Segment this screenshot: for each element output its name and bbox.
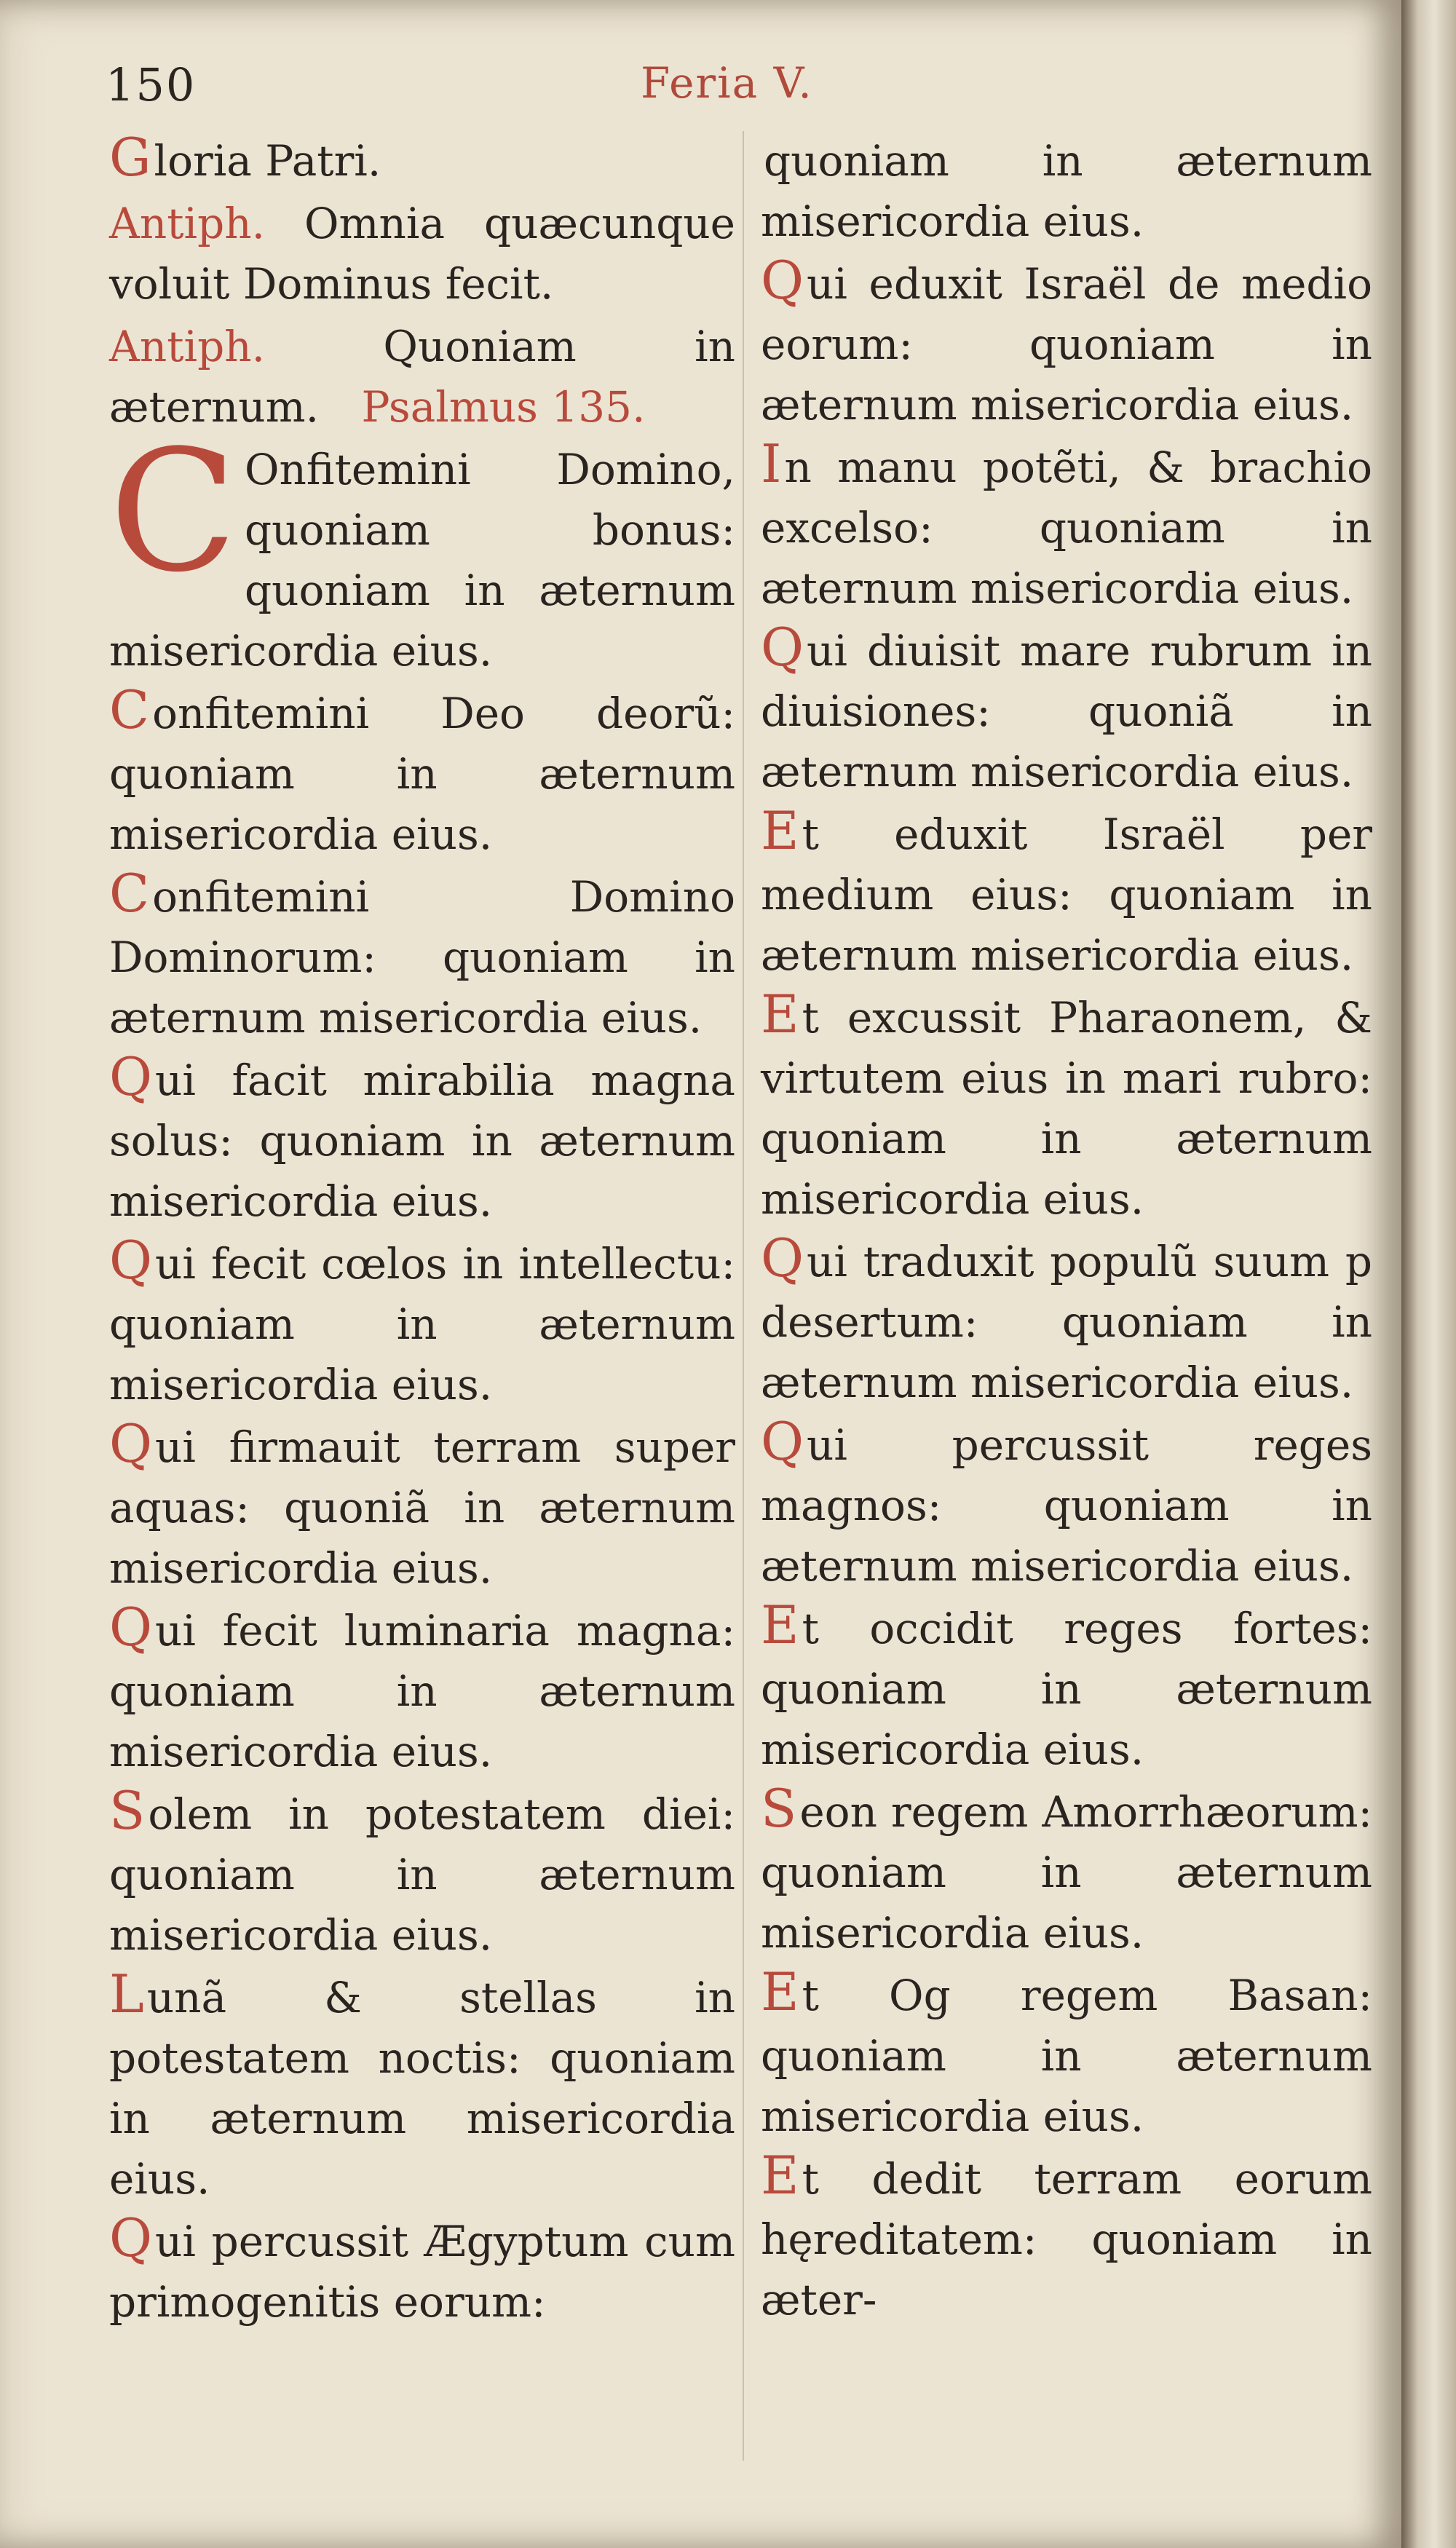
verse-text: quoniam in æternum misericordia eius. <box>761 136 1372 246</box>
verse-initial: Q <box>761 250 804 311</box>
verse-initial: Q <box>761 1227 804 1289</box>
verse <box>761 984 1372 1230</box>
antiphon-text: Quoniam in æternum. <box>109 322 735 432</box>
verse-initial: Q <box>109 1046 153 1107</box>
verse-initial: E <box>761 984 799 1045</box>
verse <box>761 1594 1372 1780</box>
verse <box>761 1227 1372 1413</box>
verse-text: ui firmauit terram super aquas: quoniã in æternum misericordia eius. <box>109 1423 735 1593</box>
verse <box>109 1963 735 2209</box>
verse-initial: S <box>109 1780 146 1841</box>
verse <box>761 1778 1372 1963</box>
verse-initial: Q <box>109 1230 153 1291</box>
right-verse-list <box>761 131 1372 2330</box>
verse-text: eon regem Amorrhæorum: quoniam in æternum misericordia eius. <box>761 1787 1372 1958</box>
antiphon-1 <box>109 194 735 314</box>
verse <box>109 1046 735 1232</box>
verse-text: olem in potestatem diei: quoniam in æternum misericordia eius. <box>109 1789 735 1960</box>
verse <box>109 1413 735 1599</box>
verse <box>109 679 735 865</box>
left-column <box>109 127 735 2335</box>
verse-text: t occidit reges fortes: quoniam in æternum misericordia eius. <box>761 1604 1372 1774</box>
verse-text: t dedit terram eorum hęreditatem: quoniam in æter- <box>761 2154 1372 2325</box>
verse-text: ui eduxit Israël de medio eorum: quoniam in æternum misericordia eius. <box>761 259 1372 430</box>
verse-initial: G <box>109 127 151 188</box>
verse-initial: E <box>761 1961 799 2022</box>
verse-text: onfitemini Domino Dominorum: quoniam in æternum misericordia eius. <box>109 872 735 1042</box>
book-gutter <box>1401 0 1456 2548</box>
antiphon-label: Antiph. <box>109 199 266 248</box>
column-divider <box>743 131 744 2461</box>
verse <box>761 800 1372 986</box>
verse-initial: Q <box>109 1597 153 1658</box>
verse-initial: C <box>109 863 150 924</box>
verse-text: ui facit mirabilia magna solus: quoniam in æternum misericordia eius. <box>109 1056 735 1226</box>
antiphon-text: Omnia quæcunque voluit Dominus fecit. <box>109 199 735 309</box>
verse-text: ui percussit Ægyptum cum primogenitis eorum: <box>109 2217 735 2327</box>
verse-text: Onfitemini Domino, quoniam bonus: quoniam in æternum misericordia eius. <box>109 445 735 676</box>
verse <box>109 1780 735 1966</box>
verse <box>761 617 1372 802</box>
verse <box>761 1411 1372 1597</box>
verse-initial: Q <box>761 617 804 678</box>
drop-cap: C <box>109 415 237 609</box>
verse <box>761 1961 1372 2147</box>
verse <box>109 863 735 1048</box>
psalm-label: Psalmus 135. <box>361 382 646 432</box>
verse <box>761 2145 1372 2330</box>
gloria-line <box>109 127 735 191</box>
verse <box>761 433 1372 619</box>
verse-initial: Q <box>761 1411 804 1472</box>
verse <box>109 2207 735 2333</box>
running-head <box>0 51 1401 124</box>
first-verse <box>109 415 735 681</box>
verse-text: ui percussit reges magnos: quoniam in æternum misericordia eius. <box>761 1420 1372 1591</box>
verse-text: ui fecit luminaria magna: quoniam in æternum misericordia eius. <box>109 1606 735 1776</box>
verse-text: t excussit Pharaonem, & virtutem eius in mari rubro: quoniam in æternum misericordia eius. <box>761 993 1372 1224</box>
verse-initial: E <box>761 800 799 861</box>
verse-text: ui traduxit populũ suum p desertum: quoniam in æternum misericordia eius. <box>761 1237 1372 1407</box>
right-column <box>761 131 1372 2333</box>
verse-initial: E <box>761 1594 799 1655</box>
page-title: Feria V. <box>641 58 813 108</box>
verse-text: ui diuisit mare rubrum in diuisiones: quoniã in æternum misericordia eius. <box>761 626 1372 796</box>
verse-initial: L <box>109 1963 144 2025</box>
verse <box>109 1597 735 1782</box>
verse-text: unã & stellas in potestatem noctis: quoniam in æternum misericordia eius. <box>109 1973 735 2204</box>
left-verse-list <box>109 679 735 2333</box>
verse-text: t Og regem Basan: quoniam in æternum misericordia eius. <box>761 1971 1372 2141</box>
verse <box>761 250 1372 435</box>
verse-text: t eduxit Israël per medium eius: quoniam in æternum misericordia eius. <box>761 810 1372 980</box>
verse-initial: S <box>761 1778 797 1839</box>
verse-initial: Q <box>109 1413 153 1474</box>
verse-initial: E <box>761 2145 799 2206</box>
verse-initial: Q <box>109 2207 153 2268</box>
antiphon-label: Antiph. <box>109 322 266 371</box>
verse-text: loria Patri. <box>154 136 381 186</box>
verse <box>761 131 1372 252</box>
page-number: 150 <box>106 58 197 111</box>
verse-text: onfitemini Deo deorũ: quoniam in æternum misericordia eius. <box>109 689 735 859</box>
antiphon-2 <box>109 317 735 438</box>
verse-text: ui fecit cœlos in intellectu: quoniam in æternum misericordia eius. <box>109 1239 735 1409</box>
verse-initial: I <box>761 433 782 494</box>
verse <box>109 1230 735 1415</box>
verse-initial: C <box>109 679 150 740</box>
verse-text: n manu potẽti, & brachio excelso: quoniam in æternum misericordia eius. <box>761 443 1372 613</box>
